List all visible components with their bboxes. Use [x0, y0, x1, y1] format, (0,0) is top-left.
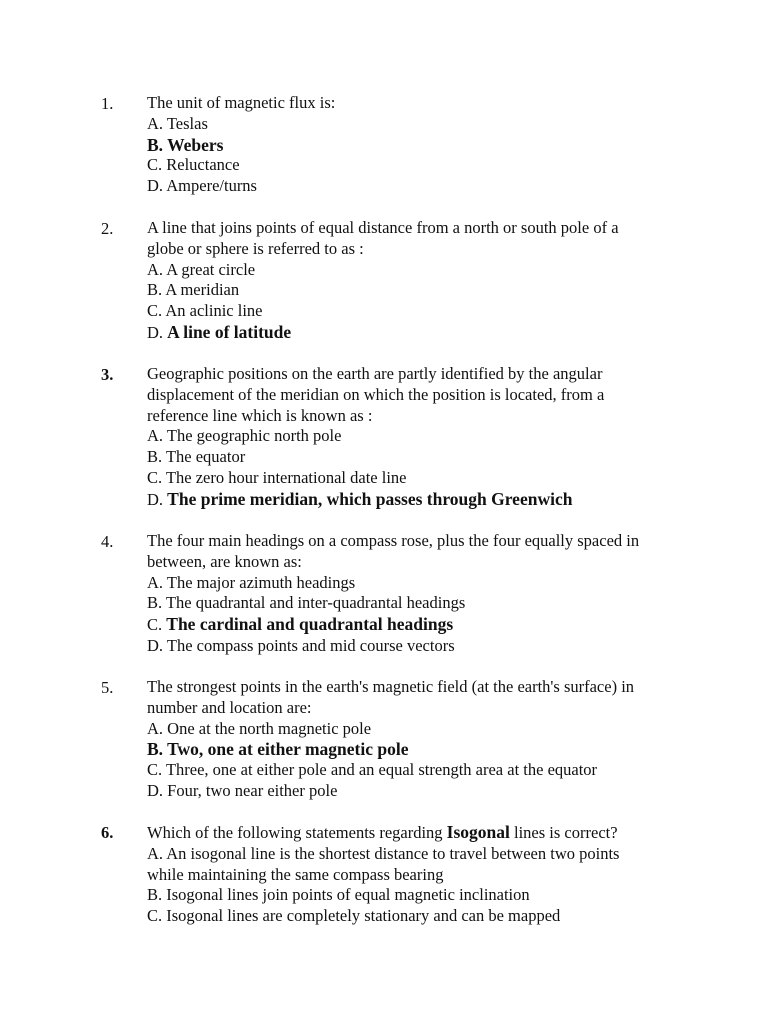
question-number: 6. — [101, 823, 114, 842]
option-b: B. The quadrantal and inter-quadrantal headings — [147, 593, 466, 613]
question-stem-line: displacement of the meridian on which the position is located, from a — [147, 384, 605, 404]
option-prefix: C. — [147, 615, 163, 635]
option-b-answer: B. Webers — [147, 134, 224, 155]
question-stem-line: reference line which is known as : — [147, 405, 373, 425]
question-stem-line: globe or sphere is referred to as : — [147, 238, 364, 258]
question-number: 2. — [101, 219, 114, 238]
option-a: A. The major azimuth headings — [147, 572, 356, 592]
question-body — [147, 93, 682, 197]
option-b: B. A meridian — [147, 280, 240, 300]
option-a: A. One at the north magnetic pole — [147, 718, 372, 738]
option-d: D. Four, two near either pole — [147, 780, 338, 800]
option-b: B. The equator — [147, 447, 246, 467]
question-stem-line: The four main headings on a compass rose, plus the four equally spaced in — [147, 531, 640, 550]
option-b: B. Isogonal lines join points of equal magnetic inclination — [147, 885, 530, 905]
option-prefix: D. — [147, 322, 164, 342]
option-b-answer: B. Two, one at either magnetic pole — [147, 739, 409, 760]
option-d — [147, 322, 682, 344]
option-c: C. The zero hour international date line — [147, 467, 407, 487]
question-stem-line: number and location are: — [147, 697, 312, 717]
answer-text: The prime meridian, which passes through Greenwich — [167, 488, 573, 509]
option-c: C. Three, one at either pole and an equal strength area at the equator — [147, 760, 598, 780]
question-stem-line: Geographic positions on the earth are partly identified by the angular — [147, 364, 603, 383]
question-body — [147, 364, 682, 511]
option-d — [147, 489, 682, 511]
question-body — [147, 822, 682, 927]
question-number: 5. — [101, 678, 114, 697]
question-stem-line: A line that joins points of equal distance from a north or south pole of a — [147, 218, 619, 237]
stem-text-after: lines is correct? — [509, 823, 618, 842]
question-number: 4. — [101, 532, 114, 551]
question-body — [147, 531, 682, 657]
option-a: A. Teslas — [147, 113, 208, 133]
option-c: C. An aclinic line — [147, 301, 263, 321]
option-a: A. An isogonal line is the shortest distance to travel between two points — [147, 843, 620, 863]
question-body — [147, 218, 682, 344]
option-prefix: D. — [147, 489, 164, 509]
option-c: C. Isogonal lines are completely stationary and can be mapped — [147, 906, 561, 926]
option-a: A. The geographic north pole — [147, 426, 342, 446]
question-stem-line: between, are known as: — [147, 551, 302, 571]
option-c — [147, 614, 682, 636]
answer-text: A line of latitude — [167, 321, 292, 342]
option-d: D. Ampere/turns — [147, 176, 257, 196]
question-number: 3. — [101, 365, 114, 384]
option-a-continued: while maintaining the same compass bearing — [147, 864, 444, 884]
stem-keyword: Isogonal — [446, 822, 510, 842]
option-a: A. A great circle — [147, 259, 256, 279]
question-number: 1. — [101, 94, 114, 113]
option-c: C. Reluctance — [147, 155, 240, 175]
question-stem — [147, 822, 682, 844]
question-body — [147, 677, 682, 802]
question-stem-line: The strongest points in the earth's magnetic field (at the earth's surface) in — [147, 677, 635, 696]
question-stem: The unit of magnetic flux is: — [147, 93, 336, 112]
answer-text: The cardinal and quadrantal headings — [166, 614, 454, 635]
option-d: D. The compass points and mid course vectors — [147, 635, 455, 655]
stem-text-before: Which of the following statements regarding — [147, 823, 447, 842]
